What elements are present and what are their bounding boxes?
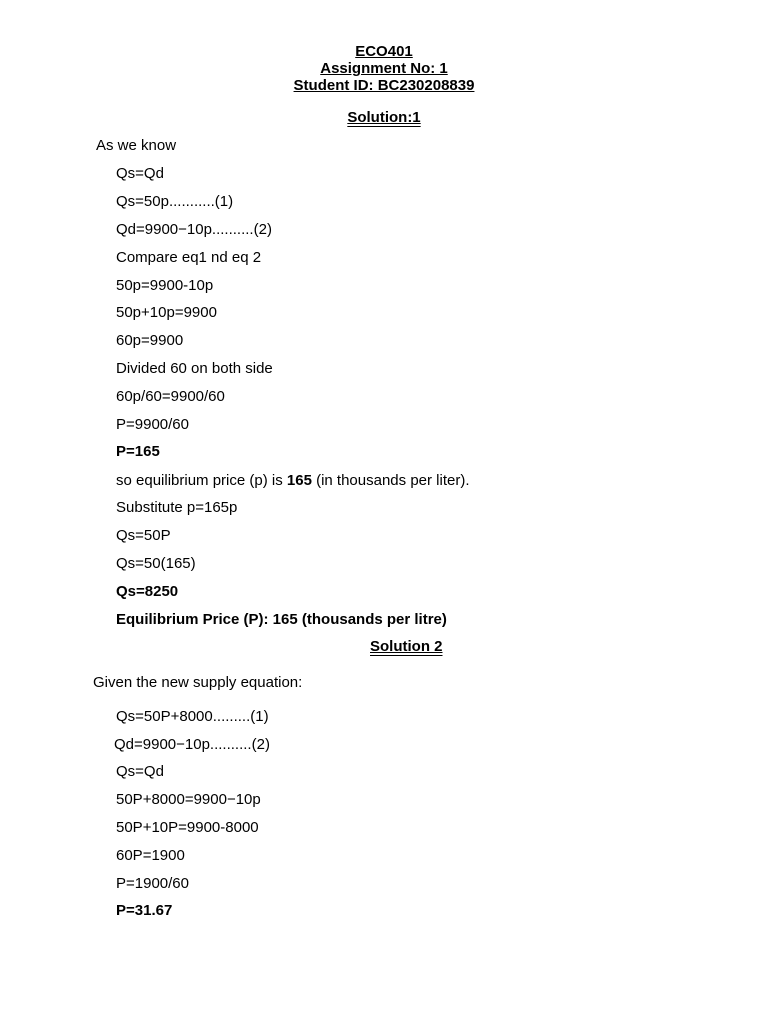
solution1-substitute-step: Qs=50(165) — [116, 555, 196, 572]
solution2-heading: Solution 2 — [370, 638, 443, 655]
equilibrium-sentence-before: so equilibrium price (p) is — [116, 472, 287, 489]
solution1-substitute-step: Substitute p=165p — [116, 499, 238, 516]
solution1-step: 60p/60=9900/60 — [116, 388, 225, 405]
solution1-step: P=9900/60 — [116, 416, 189, 433]
solution1-price-result: P=165 — [116, 443, 160, 460]
solution2-step: Qs=Qd — [116, 763, 164, 780]
solution2-step: 50P+8000=9900−10p — [116, 791, 261, 808]
solution2-step: 50P+10P=9900-8000 — [116, 819, 259, 836]
student-id: Student ID: BC230208839 — [293, 77, 475, 94]
solution1-intro: As we know — [96, 137, 177, 154]
solution1-heading: Solution:1 — [347, 109, 421, 126]
solution1-step: 50p=9900-10p — [116, 277, 214, 294]
solution2-intro: Given the new supply equation: — [93, 674, 303, 691]
equilibrium-sentence-value: 165 — [286, 472, 312, 489]
solution2-step: Qd=9900−10p..........(2) — [114, 736, 270, 753]
assignment-number: Assignment No: 1 — [320, 60, 448, 77]
solution1-step: Qd=9900−10p..........(2) — [116, 221, 272, 238]
solution2-step: Qs=50P+8000.........(1) — [116, 708, 269, 725]
solution1-summary: Equilibrium Price (P): 165 (thousands per litre) — [116, 611, 447, 628]
solution1-step: 60p=9900 — [116, 332, 184, 349]
solution1-step: Qs=Qd — [116, 165, 164, 182]
solution1-step: Divided 60 on both side — [116, 360, 273, 377]
solution2-step: P=1900/60 — [116, 875, 189, 892]
equilibrium-sentence — [116, 472, 470, 490]
solution2-price-result: P=31.67 — [116, 902, 173, 919]
equilibrium-sentence-after: (in thousands per liter). — [311, 472, 470, 489]
solution1-substitute-step: Qs=50P — [116, 527, 171, 544]
solution1-quantity-result: Qs=8250 — [116, 583, 179, 600]
solution1-step: Compare eq1 nd eq 2 — [116, 249, 262, 266]
solution1-step: Qs=50p...........(1) — [116, 193, 234, 210]
course-code: ECO401 — [355, 43, 413, 60]
solution1-step: 50p+10p=9900 — [116, 304, 217, 321]
solution2-step: 60P=1900 — [116, 847, 185, 864]
